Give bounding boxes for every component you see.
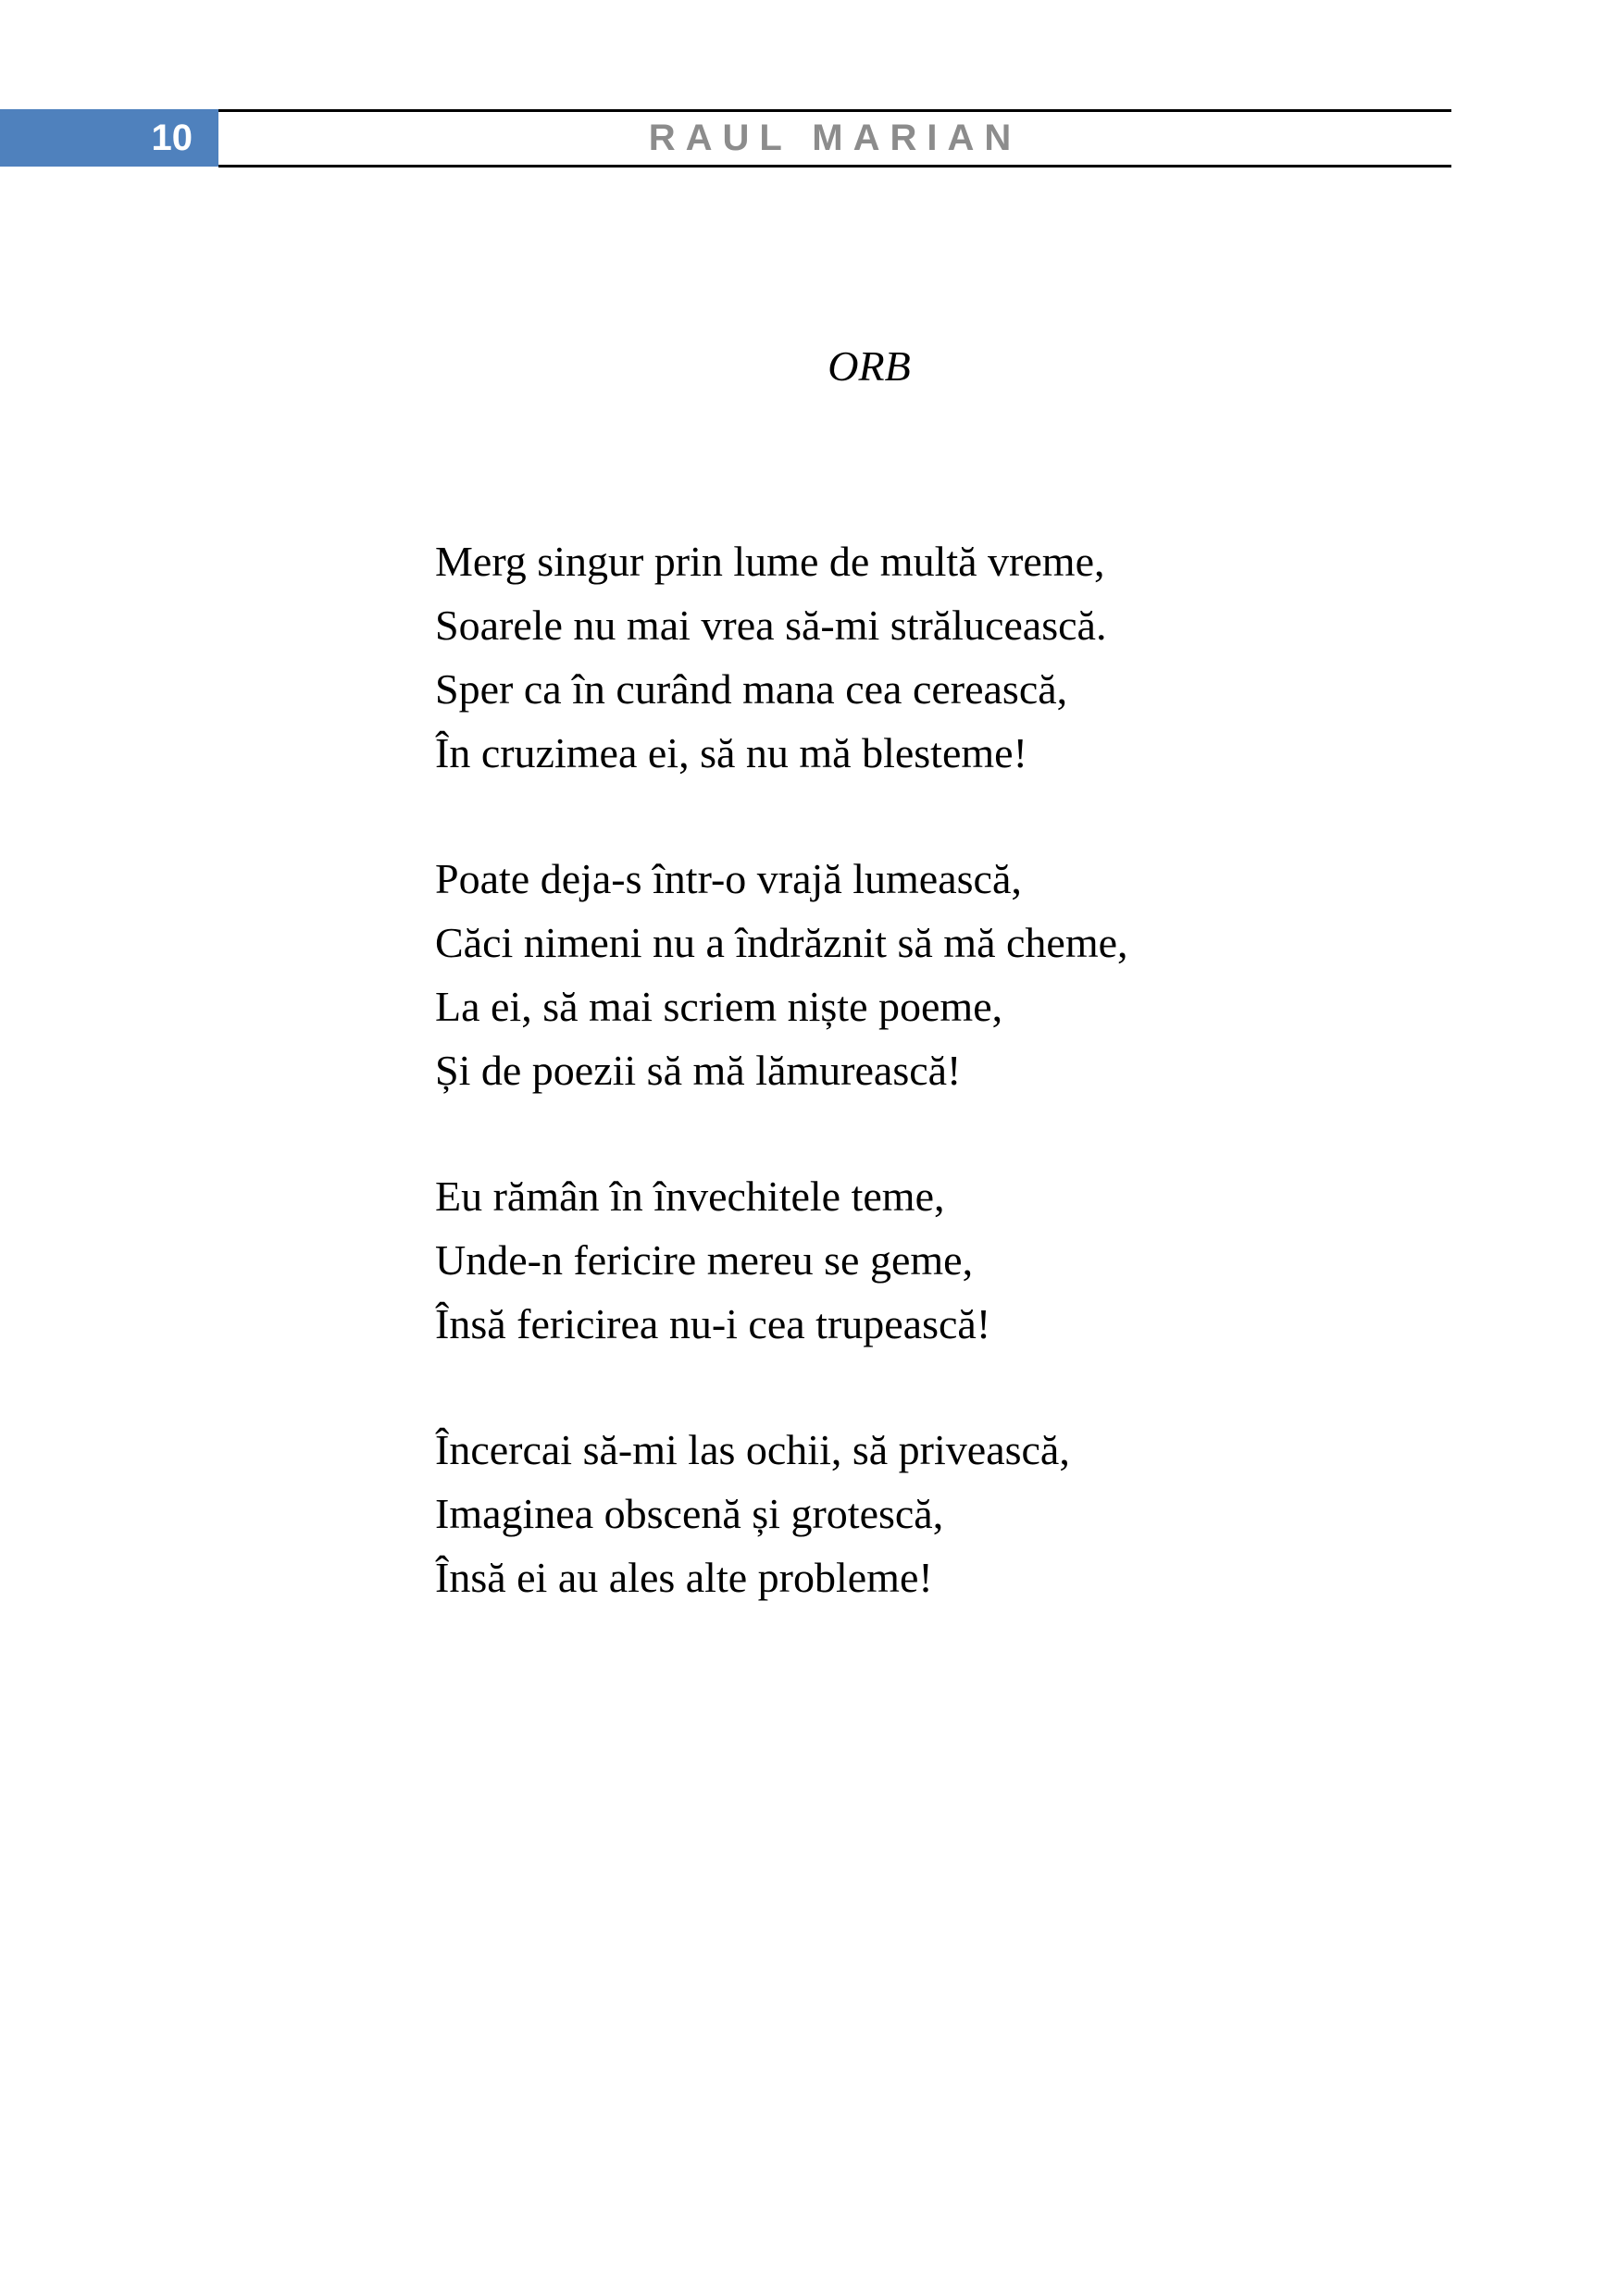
verse-line: Unde-n fericire mereu se geme, bbox=[435, 1236, 974, 1284]
verse-line: În cruzimea ei, să nu mă blesteme! bbox=[435, 729, 1027, 776]
stanza-1 bbox=[435, 529, 1500, 785]
verse-line: Însă ei au ales alte probleme! bbox=[435, 1554, 933, 1601]
running-head-author: RAUL MARIAN bbox=[648, 118, 1022, 158]
stanza-2 bbox=[435, 847, 1500, 1102]
stanza-3 bbox=[435, 1164, 1500, 1356]
verse-line: Merg singur prin lume de multă vreme, bbox=[435, 538, 1105, 585]
verse-line: Poate deja-s într-o vrajă lumească, bbox=[435, 855, 1022, 902]
verse-line: Încercai să-mi las ochii, să privească, bbox=[435, 1426, 1070, 1473]
verse-line: Imaginea obscenă și grotescă, bbox=[435, 1490, 944, 1537]
verse-line: Însă fericirea nu-i cea trupească! bbox=[435, 1300, 991, 1347]
header-rule-bottom bbox=[218, 165, 1451, 168]
verse-line: La ei, să mai scriem niște poeme, bbox=[435, 983, 1003, 1030]
verse-line: Eu rămân în învechitele teme, bbox=[435, 1173, 945, 1220]
poem-body bbox=[435, 529, 1500, 1671]
page-number: 10 bbox=[0, 109, 218, 167]
verse-line: Căci nimeni nu a îndrăznit să mă cheme, bbox=[435, 919, 1128, 966]
verse-line: Și de poezii să mă lămurească! bbox=[435, 1047, 962, 1094]
verse-line: Soarele nu mai vrea să-mi strălucească. bbox=[435, 602, 1107, 649]
poem-title: ORB bbox=[828, 342, 911, 390]
stanza-4 bbox=[435, 1418, 1500, 1609]
verse-line: Sper ca în curând mana cea cerească, bbox=[435, 665, 1068, 713]
